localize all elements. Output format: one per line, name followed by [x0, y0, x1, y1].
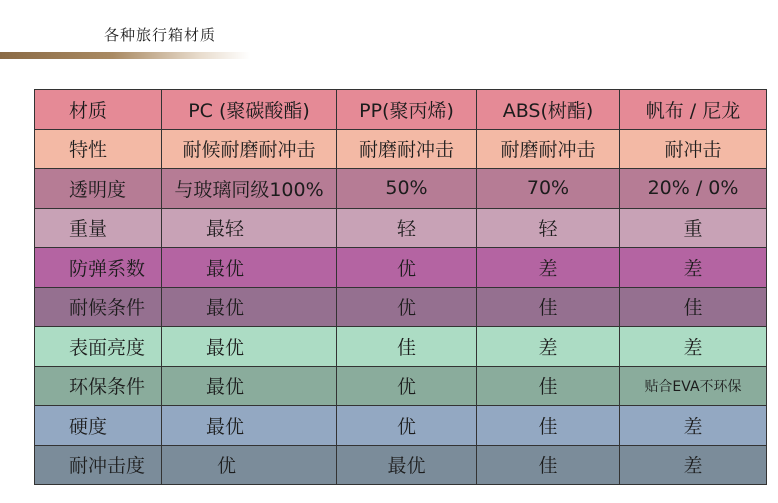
table-cell: 差	[477, 248, 620, 288]
table-cell: 最优	[337, 445, 477, 485]
table-cell: 最优	[162, 248, 337, 288]
table-cell: 佳	[337, 327, 477, 367]
table-row	[35, 406, 767, 446]
table-cell: 差	[620, 248, 767, 288]
table-cell: 轻	[337, 208, 477, 248]
table-header-row	[35, 90, 767, 130]
table-cell: 佳	[477, 366, 620, 406]
table-cell: 佳	[477, 287, 620, 327]
header-cell: ABS(树酯)	[477, 90, 620, 130]
header-cell: 材质	[35, 90, 162, 130]
table-cell: 差	[620, 445, 767, 485]
table-cell: 差	[620, 327, 767, 367]
table-row	[35, 445, 767, 485]
table-cell: 耐磨耐冲击	[477, 129, 620, 169]
table-cell: 耐候耐磨耐冲击	[162, 129, 337, 169]
row-label: 耐冲击度	[35, 445, 162, 485]
row-label: 重量	[35, 208, 162, 248]
row-label: 硬度	[35, 406, 162, 446]
table-cell: 最优	[162, 366, 337, 406]
table-cell: 优	[337, 406, 477, 446]
table-cell: 最轻	[162, 208, 337, 248]
table-row	[35, 208, 767, 248]
table-cell: 耐磨耐冲击	[337, 129, 477, 169]
table-cell: 佳	[620, 287, 767, 327]
table-row	[35, 366, 767, 406]
material-comparison-table	[34, 89, 767, 485]
table-cell: 佳	[477, 406, 620, 446]
table-cell: 耐冲击	[620, 129, 767, 169]
table-cell: 最优	[162, 287, 337, 327]
header-cell: 帆布 / 尼龙	[620, 90, 767, 130]
row-label: 环保条件	[35, 366, 162, 406]
header-cell: PC (聚碳酸酯)	[162, 90, 337, 130]
table-cell: 差	[477, 327, 620, 367]
table-cell: 贴合EVA不环保	[620, 366, 767, 406]
title-underline-bar	[0, 52, 250, 59]
table-cell: 优	[337, 248, 477, 288]
table-row	[35, 327, 767, 367]
table-cell: 优	[337, 287, 477, 327]
table-row	[35, 169, 767, 209]
header-cell: PP(聚丙烯)	[337, 90, 477, 130]
table-cell: 佳	[477, 445, 620, 485]
row-label: 透明度	[35, 169, 162, 209]
row-label: 表面亮度	[35, 327, 162, 367]
table-cell: 与玻璃同级100%	[162, 169, 337, 209]
table-cell: 重	[620, 208, 767, 248]
table-cell: 轻	[477, 208, 620, 248]
table-cell: 50%	[337, 169, 477, 209]
table-cell: 最优	[162, 406, 337, 446]
page-title: 各种旅行箱材质	[104, 26, 217, 44]
table-cell: 20% / 0%	[620, 169, 767, 209]
row-label: 特性	[35, 129, 162, 169]
table-cell: 优	[162, 445, 337, 485]
table-cell: 优	[337, 366, 477, 406]
row-label: 耐候条件	[35, 287, 162, 327]
table-cell: 差	[620, 406, 767, 446]
table-cell: 70%	[477, 169, 620, 209]
table-row	[35, 129, 767, 169]
row-label: 防弹系数	[35, 248, 162, 288]
table-cell: 最优	[162, 327, 337, 367]
table-row	[35, 287, 767, 327]
table-row	[35, 248, 767, 288]
